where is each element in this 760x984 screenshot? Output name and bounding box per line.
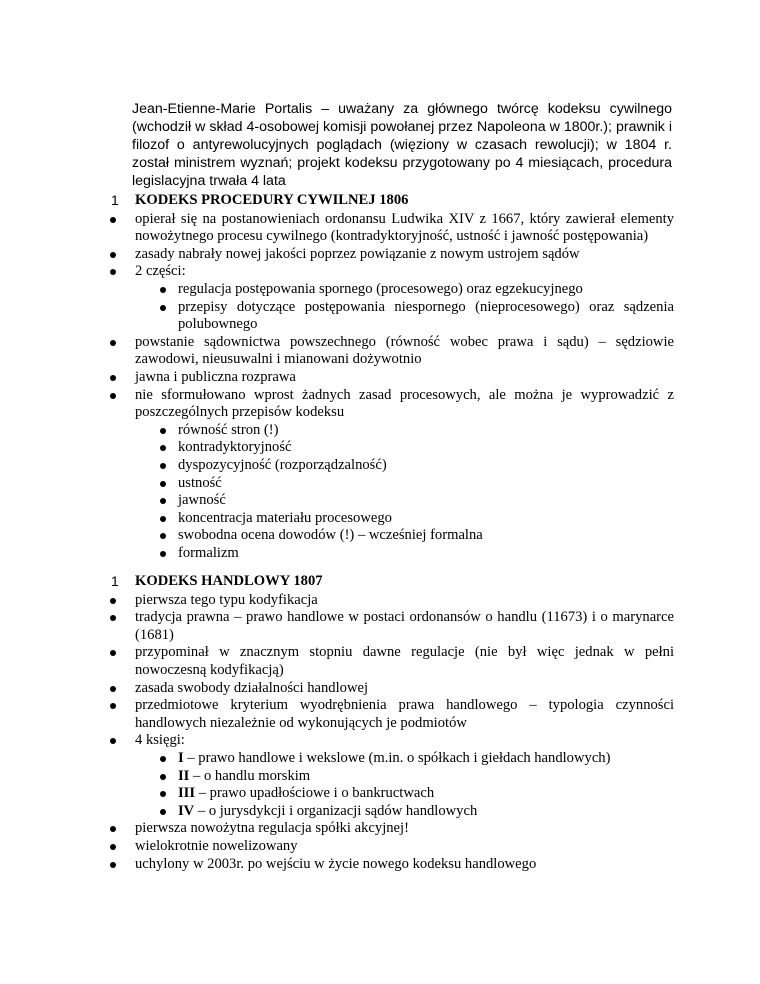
bullet-list bbox=[108, 820, 674, 873]
list-item: przypominał w znacznym stopniu dawne regulacje (nie był więc jednak w pełni nowoczesną kodyfikacją) bbox=[108, 644, 674, 679]
principles-list bbox=[108, 422, 674, 563]
list-item: swobodna ocena dowodów (!) – wcześniej formalna bbox=[108, 527, 674, 545]
list-item: kontradyktoryjność bbox=[108, 439, 674, 457]
list-item: jawna i publiczna rozprawa bbox=[108, 369, 674, 387]
book-description: – o handlu morskim bbox=[189, 767, 311, 784]
section-title: KODEKS HANDLOWY 1807 bbox=[135, 573, 323, 589]
list-item: koncentracja materiału procesowego bbox=[108, 510, 674, 528]
list-item: 2 części: bbox=[108, 263, 674, 281]
section-number: 1 bbox=[111, 573, 119, 589]
book-number: IV bbox=[178, 802, 195, 819]
book-description: – o jurysdykcji i organizacji sądów handlowych bbox=[194, 802, 478, 819]
list-item: wielokrotnie nowelizowany bbox=[108, 838, 674, 856]
list-item bbox=[108, 785, 674, 803]
list-item bbox=[108, 768, 674, 786]
list-item: ustność bbox=[108, 475, 674, 493]
section-commercial-code bbox=[108, 573, 674, 873]
list-item: tradycja prawna – prawo handlowe w postaci ordonansów o handlu (11673) i o marynarce (1681) bbox=[108, 609, 674, 644]
book-number: II bbox=[178, 767, 190, 784]
list-item: zasady nabrały nowej jakości poprzez powiązanie z nowym ustrojem sądów bbox=[108, 246, 674, 264]
book-number: III bbox=[178, 785, 196, 802]
books-list bbox=[108, 750, 674, 820]
list-item: przedmiotowe kryterium wyodrębnienia prawa handlowego – typologia czynności handlowych niezależnie od wykonujących je podmiotów bbox=[108, 697, 674, 732]
section-heading bbox=[108, 192, 674, 210]
list-item: 4 księgi: bbox=[108, 732, 674, 750]
list-item: regulacja postępowania spornego (procesowego) oraz egzekucyjnego bbox=[108, 281, 674, 299]
list-item: powstanie sądownictwa powszechnego (równość wobec prawa i sądu) – sędziowie zawodowi, nieusuwalni i mianowani dożywotnio bbox=[108, 334, 674, 369]
book-number: I bbox=[178, 749, 184, 766]
section-civil-procedure-code bbox=[108, 192, 674, 562]
bullet-list bbox=[108, 211, 674, 281]
list-item: jawność bbox=[108, 492, 674, 510]
list-item: opierał się na postanowieniach ordonansu Ludwika XIV z 1667, który zawierał elementy nowożytnego procesu cywilnego (kontradyktoryjność, ustność i jawność postępowania) bbox=[108, 211, 674, 246]
bullet-list bbox=[108, 334, 674, 422]
list-item: dyspozycyjność (rozporządzalność) bbox=[108, 457, 674, 475]
sub-bullet-list bbox=[108, 281, 674, 334]
section-title: KODEKS PROCEDURY CYWILNEJ 1806 bbox=[135, 192, 409, 208]
list-item bbox=[108, 803, 674, 821]
list-item: pierwsza tego typu kodyfikacja bbox=[108, 592, 674, 610]
list-item: przepisy dotyczące postępowania niespornego (nieprocesowego) oraz sądzenia polubownego bbox=[108, 299, 674, 334]
bullet-list bbox=[108, 592, 674, 750]
section-heading bbox=[108, 573, 674, 591]
list-item: nie sformułowano wprost żadnych zasad procesowych, ale można je wyprowadzić z poszczególnych przepisów kodeksu bbox=[108, 387, 674, 422]
book-description: – prawo upadłościowe i o bankructwach bbox=[195, 785, 435, 802]
list-item bbox=[108, 750, 674, 768]
list-item: zasada swobody działalności handlowej bbox=[108, 680, 674, 698]
list-item: uchylony w 2003r. po wejściu w życie nowego kodeksu handlowego bbox=[108, 856, 674, 874]
section-number: 1 bbox=[111, 192, 119, 208]
book-description: – prawo handlowe i wekslowe (m.in. o spółkach i giełdach handlowych) bbox=[183, 749, 611, 766]
intro-paragraph: Jean-Etienne-Marie Portalis – uważany za głównego twórcę kodeksu cywilnego (wchodził w skład 4-osobowej komisji powołanej przez Napoleona w 1800r.); prawnik i filozof o antyrewolucyjnych poglądach (więziony w czasach rewolucji); w 1804 r. został ministrem wyznań; projekt kodeksu przygotowany po 4 miesiącach, procedura legislacyjna trwała 4 lata bbox=[132, 101, 672, 190]
list-item: pierwsza nowożytna regulacja spółki akcyjnej! bbox=[108, 820, 674, 838]
list-item: równość stron (!) bbox=[108, 422, 674, 440]
list-item: formalizm bbox=[108, 545, 674, 563]
